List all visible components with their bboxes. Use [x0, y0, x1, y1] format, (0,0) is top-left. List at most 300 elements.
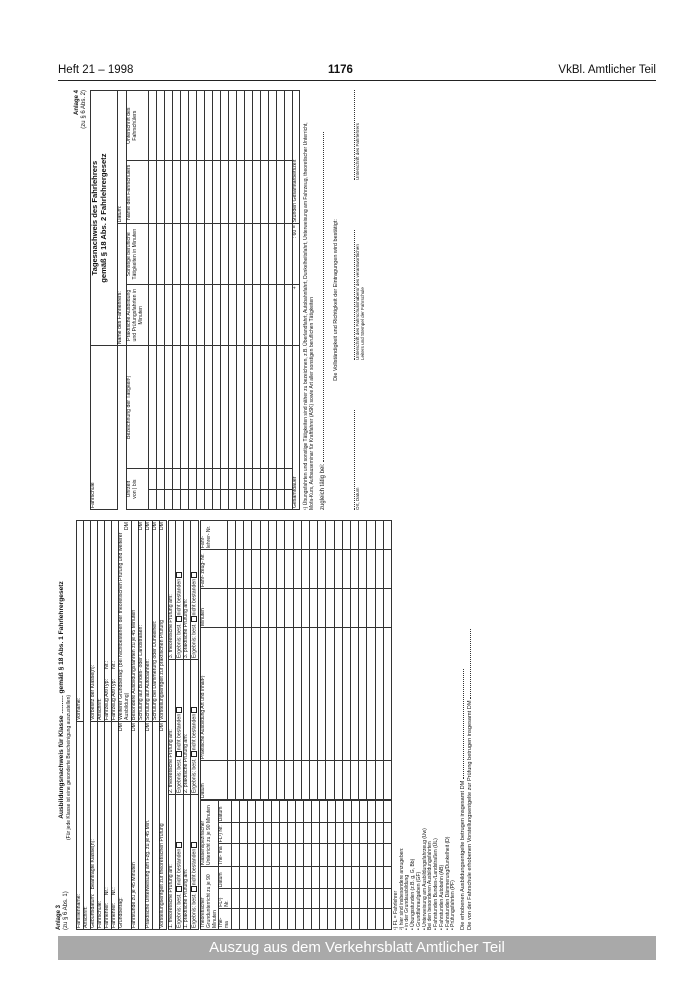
- theorie-row-cell[interactable]: [295, 801, 303, 823]
- tagesnachweis-row-cell[interactable]: [157, 161, 165, 224]
- tagesnachweis-row-cell[interactable]: [173, 161, 181, 224]
- theorie-row-cell[interactable]: [335, 801, 343, 823]
- theorie-row-cell[interactable]: [383, 844, 391, 867]
- praxis-row-cell[interactable]: [318, 761, 326, 800]
- theorie-row-cell[interactable]: [279, 866, 287, 888]
- praxis-row-cell[interactable]: [244, 521, 252, 550]
- praxis-row-cell[interactable]: [326, 589, 334, 628]
- tagesnachweis-row-cell[interactable]: [229, 91, 237, 161]
- tagesnachweis-row-cell[interactable]: [197, 161, 205, 224]
- tagesnachweis-row-cell[interactable]: [253, 469, 261, 489]
- praxis-row-cell[interactable]: [367, 521, 375, 550]
- tagesnachweis-row-cell[interactable]: [157, 469, 165, 489]
- theorie-row-cell[interactable]: [279, 844, 287, 867]
- tagesnachweis-row-cell[interactable]: [261, 346, 269, 469]
- theorie-row-cell[interactable]: [351, 889, 359, 909]
- theorie-row-cell[interactable]: [367, 801, 375, 823]
- tagesnachweis-row-cell[interactable]: [157, 224, 165, 285]
- tagesnachweis-row-cell[interactable]: [221, 346, 229, 469]
- theorie-row-cell[interactable]: [255, 866, 263, 888]
- tagesnachweis-row-cell[interactable]: [197, 285, 205, 346]
- tagesnachweis-row-cell[interactable]: [157, 346, 165, 469]
- nicht-checkbox-2[interactable]: [176, 707, 182, 713]
- tagesnachweis-row-cell[interactable]: [181, 489, 189, 509]
- theorie-row-cell[interactable]: [303, 908, 311, 929]
- theorie-row-cell[interactable]: [263, 908, 271, 929]
- theorie-row-cell[interactable]: [303, 844, 311, 867]
- tagesnachweis-row-cell[interactable]: [285, 285, 293, 346]
- theorie-row-cell[interactable]: [351, 801, 359, 823]
- praxis-row-cell[interactable]: [383, 521, 391, 550]
- praxis-row-cell[interactable]: [268, 761, 276, 800]
- theorie-row-cell[interactable]: [287, 844, 295, 867]
- theorie-row-cell[interactable]: [271, 866, 279, 888]
- tagesnachweis-row-cell[interactable]: [277, 346, 285, 469]
- theorie-row-cell[interactable]: [263, 866, 271, 888]
- tagesnachweis-row-cell[interactable]: [157, 285, 165, 346]
- tagesnachweis-row-cell[interactable]: [189, 285, 197, 346]
- praxis-row-cell[interactable]: [309, 521, 317, 550]
- theorie-row-cell[interactable]: [359, 823, 367, 844]
- praxis-row-cell[interactable]: [244, 550, 252, 589]
- best-checkbox-6[interactable]: [191, 616, 197, 622]
- tagesnachweis-row-cell[interactable]: [269, 489, 277, 509]
- tagesnachweis-row-cell[interactable]: [165, 346, 173, 469]
- praxis-row-cell[interactable]: [367, 550, 375, 589]
- theorie-row-cell[interactable]: [359, 889, 367, 909]
- praxis-row-cell[interactable]: [383, 628, 391, 761]
- tagesnachweis-row-cell[interactable]: [237, 161, 245, 224]
- theorie-row-cell[interactable]: [311, 801, 319, 823]
- theorie-row-cell[interactable]: [343, 889, 351, 909]
- best-checkbox-3[interactable]: [176, 616, 182, 622]
- theorie-row-cell[interactable]: [359, 844, 367, 867]
- theorie-row-cell[interactable]: [383, 889, 391, 909]
- praxis-row-cell[interactable]: [383, 761, 391, 800]
- tagesnachweis-row-cell[interactable]: [253, 91, 261, 161]
- praxis-row-cell[interactable]: [227, 550, 235, 589]
- theorie-row-cell[interactable]: [335, 866, 343, 888]
- praxis-row-cell[interactable]: [301, 761, 309, 800]
- praxis-row-cell[interactable]: [383, 589, 391, 628]
- tagesnachweis-row-cell[interactable]: [277, 161, 285, 224]
- theorie-row-cell[interactable]: [287, 908, 295, 929]
- tagesnachweis-row-cell[interactable]: [221, 285, 229, 346]
- tagesnachweis-row-cell[interactable]: [165, 224, 173, 285]
- nicht-checkbox-1[interactable]: [176, 842, 182, 848]
- praxis-row-cell[interactable]: [367, 628, 375, 761]
- theorie-row-cell[interactable]: [303, 889, 311, 909]
- praxis-row-cell[interactable]: [326, 628, 334, 761]
- theorie-row-cell[interactable]: [319, 889, 327, 909]
- praxis-row-cell[interactable]: [318, 550, 326, 589]
- tagesnachweis-row-cell[interactable]: [149, 346, 157, 469]
- tagesnachweis-row-cell[interactable]: [245, 346, 253, 469]
- theorie-row-cell[interactable]: [311, 844, 319, 867]
- tagesnachweis-row-cell[interactable]: [213, 91, 221, 161]
- theorie-row-cell[interactable]: [311, 908, 319, 929]
- praxis-row-cell[interactable]: [268, 628, 276, 761]
- theorie-row-cell[interactable]: [335, 823, 343, 844]
- praxis-row-cell[interactable]: [326, 521, 334, 550]
- tagesnachweis-row-cell[interactable]: [277, 91, 285, 161]
- praxis-row-cell[interactable]: [236, 589, 244, 628]
- theorie-row-cell[interactable]: [231, 801, 239, 823]
- tagesnachweis-row-cell[interactable]: [165, 489, 173, 509]
- praxis-row-cell[interactable]: [260, 521, 268, 550]
- theorie-row-cell[interactable]: [279, 908, 287, 929]
- theorie-row-cell[interactable]: [271, 889, 279, 909]
- praxis-row-cell[interactable]: [309, 628, 317, 761]
- tagesnachweis-row-cell[interactable]: [181, 91, 189, 161]
- tagesnachweis-row-cell[interactable]: [197, 91, 205, 161]
- tagesnachweis-row-cell[interactable]: [269, 469, 277, 489]
- praxis-row-cell[interactable]: [301, 550, 309, 589]
- praxis-row-cell[interactable]: [260, 589, 268, 628]
- theorie-row-cell[interactable]: [239, 889, 247, 909]
- tagesnachweis-row-cell[interactable]: [221, 91, 229, 161]
- tagesnachweis-row-cell[interactable]: [189, 346, 197, 469]
- praxis-row-cell[interactable]: [252, 521, 260, 550]
- theorie-row-cell[interactable]: [367, 844, 375, 867]
- tagesnachweis-row-cell[interactable]: [173, 469, 181, 489]
- tagesnachweis-row-cell[interactable]: [181, 285, 189, 346]
- theorie-row-cell[interactable]: [263, 801, 271, 823]
- tagesnachweis-row-cell[interactable]: [149, 489, 157, 509]
- praxis-row-cell[interactable]: [277, 761, 285, 800]
- theorie-row-cell[interactable]: [287, 801, 295, 823]
- nicht-checkbox-4[interactable]: [191, 842, 197, 848]
- theorie-row-cell[interactable]: [247, 866, 255, 888]
- praxis-row-cell[interactable]: [285, 550, 293, 589]
- theorie-row-cell[interactable]: [231, 866, 239, 888]
- praxis-row-cell[interactable]: [375, 521, 383, 550]
- theorie-row-cell[interactable]: [327, 844, 335, 867]
- theorie-row-cell[interactable]: [303, 866, 311, 888]
- tagesnachweis-row-cell[interactable]: [205, 224, 213, 285]
- tagesnachweis-row-cell[interactable]: [221, 469, 229, 489]
- theorie-row-cell[interactable]: [319, 844, 327, 867]
- tagesnachweis-row-cell[interactable]: [277, 489, 285, 509]
- praxis-row-cell[interactable]: [350, 628, 358, 761]
- theorie-row-cell[interactable]: [303, 801, 311, 823]
- praxis-row-cell[interactable]: [342, 550, 350, 589]
- tagesnachweis-row-cell[interactable]: [245, 224, 253, 285]
- tagesnachweis-row-cell[interactable]: [189, 161, 197, 224]
- tagesnachweis-row-cell[interactable]: [261, 469, 269, 489]
- praxis-row-cell[interactable]: [260, 761, 268, 800]
- best-checkbox-1[interactable]: [176, 886, 182, 892]
- theorie-row-cell[interactable]: [327, 823, 335, 844]
- theorie-row-cell[interactable]: [319, 801, 327, 823]
- tagesnachweis-row-cell[interactable]: [237, 285, 245, 346]
- praxis-row-cell[interactable]: [367, 761, 375, 800]
- theorie-row-cell[interactable]: [271, 844, 279, 867]
- tagesnachweis-row-cell[interactable]: [205, 489, 213, 509]
- theorie-row-cell[interactable]: [343, 908, 351, 929]
- theorie-row-cell[interactable]: [247, 823, 255, 844]
- praxis-row-cell[interactable]: [260, 550, 268, 589]
- theorie-row-cell[interactable]: [359, 908, 367, 929]
- tagesnachweis-row-cell[interactable]: [181, 469, 189, 489]
- praxis-row-cell[interactable]: [359, 761, 367, 800]
- theorie-row-cell[interactable]: [351, 823, 359, 844]
- theorie-row-cell[interactable]: [335, 908, 343, 929]
- tagesnachweis-row-cell[interactable]: [245, 91, 253, 161]
- theorie-row-cell[interactable]: [247, 889, 255, 909]
- praxis-row-cell[interactable]: [334, 761, 342, 800]
- tagesnachweis-row-cell[interactable]: [149, 224, 157, 285]
- theorie-row-cell[interactable]: [255, 801, 263, 823]
- praxis-row-cell[interactable]: [359, 589, 367, 628]
- theorie-row-cell[interactable]: [359, 801, 367, 823]
- theorie-row-cell[interactable]: [271, 801, 279, 823]
- tagesnachweis-row-cell[interactable]: [181, 224, 189, 285]
- tagesnachweis-row-cell[interactable]: [165, 285, 173, 346]
- tagesnachweis-row-cell[interactable]: [205, 285, 213, 346]
- praxis-row-cell[interactable]: [293, 628, 301, 761]
- theorie-row-cell[interactable]: [231, 889, 239, 909]
- theorie-row-cell[interactable]: [247, 844, 255, 867]
- theorie-row-cell[interactable]: [359, 866, 367, 888]
- tagesnachweis-row-cell[interactable]: [221, 224, 229, 285]
- praxis-row-cell[interactable]: [318, 521, 326, 550]
- praxis-row-cell[interactable]: [227, 761, 235, 800]
- tagesnachweis-row-cell[interactable]: [237, 224, 245, 285]
- theorie-row-cell[interactable]: [351, 908, 359, 929]
- theorie-row-cell[interactable]: [367, 823, 375, 844]
- tagesnachweis-row-cell[interactable]: [173, 224, 181, 285]
- tagesnachweis-row-cell[interactable]: [245, 489, 253, 509]
- theorie-row-cell[interactable]: [295, 866, 303, 888]
- tagesnachweis-row-cell[interactable]: [261, 489, 269, 509]
- tagesnachweis-row-cell[interactable]: [205, 161, 213, 224]
- theorie-row-cell[interactable]: [239, 866, 247, 888]
- tagesnachweis-row-cell[interactable]: [181, 161, 189, 224]
- praxis-row-cell[interactable]: [301, 628, 309, 761]
- theorie-row-cell[interactable]: [231, 908, 239, 929]
- theorie-row-cell[interactable]: [375, 866, 383, 888]
- tagesnachweis-row-cell[interactable]: [229, 224, 237, 285]
- tagesnachweis-row-cell[interactable]: [213, 161, 221, 224]
- tagesnachweis-row-cell[interactable]: [165, 469, 173, 489]
- theorie-row-cell[interactable]: [287, 823, 295, 844]
- nicht-checkbox-6[interactable]: [191, 572, 197, 578]
- praxis-row-cell[interactable]: [375, 628, 383, 761]
- theorie-row-cell[interactable]: [375, 823, 383, 844]
- tagesnachweis-row-cell[interactable]: [261, 91, 269, 161]
- praxis-row-cell[interactable]: [236, 628, 244, 761]
- praxis-row-cell[interactable]: [301, 589, 309, 628]
- tagesnachweis-row-cell[interactable]: [269, 161, 277, 224]
- tagesnachweis-row-cell[interactable]: [149, 469, 157, 489]
- praxis-row-cell[interactable]: [285, 761, 293, 800]
- theorie-row-cell[interactable]: [311, 866, 319, 888]
- theorie-row-cell[interactable]: [239, 908, 247, 929]
- theorie-row-cell[interactable]: [263, 844, 271, 867]
- praxis-row-cell[interactable]: [277, 628, 285, 761]
- theorie-row-cell[interactable]: [295, 908, 303, 929]
- theorie-row-cell[interactable]: [255, 908, 263, 929]
- tagesnachweis-row-cell[interactable]: [213, 469, 221, 489]
- praxis-row-cell[interactable]: [293, 521, 301, 550]
- theorie-row-cell[interactable]: [303, 823, 311, 844]
- tagesnachweis-row-cell[interactable]: [261, 161, 269, 224]
- theorie-row-cell[interactable]: [271, 823, 279, 844]
- tagesnachweis-row-cell[interactable]: [229, 346, 237, 469]
- theorie-row-cell[interactable]: [295, 823, 303, 844]
- praxis-row-cell[interactable]: [268, 589, 276, 628]
- praxis-row-cell[interactable]: [326, 761, 334, 800]
- theorie-row-cell[interactable]: [247, 801, 255, 823]
- praxis-row-cell[interactable]: [350, 521, 358, 550]
- praxis-row-cell[interactable]: [277, 589, 285, 628]
- theorie-row-cell[interactable]: [263, 823, 271, 844]
- tagesnachweis-row-cell[interactable]: [261, 285, 269, 346]
- tagesnachweis-row-cell[interactable]: [173, 285, 181, 346]
- tagesnachweis-row-cell[interactable]: [213, 346, 221, 469]
- tagesnachweis-row-cell[interactable]: [253, 161, 261, 224]
- praxis-row-cell[interactable]: [252, 589, 260, 628]
- praxis-row-cell[interactable]: [285, 521, 293, 550]
- theorie-row-cell[interactable]: [375, 889, 383, 909]
- tagesnachweis-row-cell[interactable]: [229, 285, 237, 346]
- praxis-row-cell[interactable]: [334, 589, 342, 628]
- praxis-row-cell[interactable]: [375, 589, 383, 628]
- theorie-row-cell[interactable]: [255, 844, 263, 867]
- praxis-row-cell[interactable]: [252, 550, 260, 589]
- best-checkbox-5[interactable]: [191, 751, 197, 757]
- theorie-row-cell[interactable]: [255, 823, 263, 844]
- theorie-row-cell[interactable]: [343, 866, 351, 888]
- tagesnachweis-row-cell[interactable]: [205, 346, 213, 469]
- tagesnachweis-row-cell[interactable]: [245, 469, 253, 489]
- theorie-row-cell[interactable]: [319, 908, 327, 929]
- praxis-row-cell[interactable]: [227, 589, 235, 628]
- theorie-row-cell[interactable]: [343, 801, 351, 823]
- praxis-row-cell[interactable]: [260, 628, 268, 761]
- tagesnachweis-row-cell[interactable]: [245, 285, 253, 346]
- praxis-row-cell[interactable]: [268, 550, 276, 589]
- tagesnachweis-row-cell[interactable]: [253, 346, 261, 469]
- tagesnachweis-row-cell[interactable]: [197, 224, 205, 285]
- praxis-row-cell[interactable]: [334, 521, 342, 550]
- tagesnachweis-row-cell[interactable]: [197, 346, 205, 469]
- theorie-row-cell[interactable]: [351, 866, 359, 888]
- praxis-row-cell[interactable]: [342, 589, 350, 628]
- theorie-row-cell[interactable]: [367, 889, 375, 909]
- tagesnachweis-row-cell[interactable]: [205, 469, 213, 489]
- tagesnachweis-row-cell[interactable]: [197, 469, 205, 489]
- tagesnachweis-row-cell[interactable]: [213, 285, 221, 346]
- praxis-row-cell[interactable]: [236, 761, 244, 800]
- theorie-row-cell[interactable]: [319, 823, 327, 844]
- tagesnachweis-row-cell[interactable]: [149, 161, 157, 224]
- tagesnachweis-row-cell[interactable]: [261, 224, 269, 285]
- praxis-row-cell[interactable]: [350, 761, 358, 800]
- nicht-checkbox-5[interactable]: [191, 707, 197, 713]
- tagesnachweis-row-cell[interactable]: [245, 161, 253, 224]
- tagesnachweis-row-cell[interactable]: [229, 489, 237, 509]
- praxis-row-cell[interactable]: [350, 589, 358, 628]
- tagesnachweis-row-cell[interactable]: [229, 161, 237, 224]
- praxis-row-cell[interactable]: [375, 761, 383, 800]
- praxis-row-cell[interactable]: [252, 628, 260, 761]
- praxis-row-cell[interactable]: [309, 550, 317, 589]
- theorie-row-cell[interactable]: [231, 844, 239, 867]
- theorie-row-cell[interactable]: [311, 889, 319, 909]
- praxis-row-cell[interactable]: [359, 521, 367, 550]
- theorie-row-cell[interactable]: [327, 889, 335, 909]
- tagesnachweis-row-cell[interactable]: [189, 469, 197, 489]
- praxis-row-cell[interactable]: [268, 521, 276, 550]
- tagesnachweis-row-cell[interactable]: [205, 91, 213, 161]
- theorie-row-cell[interactable]: [279, 889, 287, 909]
- tagesnachweis-row-cell[interactable]: [213, 224, 221, 285]
- theorie-row-cell[interactable]: [231, 823, 239, 844]
- tagesnachweis-row-cell[interactable]: [165, 161, 173, 224]
- tagesnachweis-row-cell[interactable]: [181, 346, 189, 469]
- praxis-row-cell[interactable]: [309, 761, 317, 800]
- praxis-row-cell[interactable]: [342, 628, 350, 761]
- tagesnachweis-row-cell[interactable]: [285, 91, 293, 161]
- theorie-row-cell[interactable]: [295, 844, 303, 867]
- praxis-row-cell[interactable]: [383, 550, 391, 589]
- best-checkbox-2[interactable]: [176, 751, 182, 757]
- theorie-row-cell[interactable]: [367, 866, 375, 888]
- praxis-row-cell[interactable]: [244, 628, 252, 761]
- praxis-row-cell[interactable]: [350, 550, 358, 589]
- praxis-row-cell[interactable]: [318, 628, 326, 761]
- tagesnachweis-row-cell[interactable]: [253, 224, 261, 285]
- theorie-row-cell[interactable]: [367, 908, 375, 929]
- praxis-row-cell[interactable]: [277, 550, 285, 589]
- tagesnachweis-row-cell[interactable]: [269, 346, 277, 469]
- tagesnachweis-row-cell[interactable]: [197, 489, 205, 509]
- tagesnachweis-row-cell[interactable]: [237, 346, 245, 469]
- theorie-row-cell[interactable]: [343, 844, 351, 867]
- praxis-row-cell[interactable]: [236, 521, 244, 550]
- theorie-row-cell[interactable]: [287, 889, 295, 909]
- praxis-row-cell[interactable]: [285, 589, 293, 628]
- theorie-row-cell[interactable]: [295, 889, 303, 909]
- tagesnachweis-row-cell[interactable]: [173, 91, 181, 161]
- praxis-row-cell[interactable]: [342, 521, 350, 550]
- theorie-row-cell[interactable]: [319, 866, 327, 888]
- tagesnachweis-row-cell[interactable]: [189, 489, 197, 509]
- theorie-row-cell[interactable]: [263, 889, 271, 909]
- theorie-row-cell[interactable]: [335, 844, 343, 867]
- theorie-row-cell[interactable]: [375, 801, 383, 823]
- praxis-row-cell[interactable]: [334, 628, 342, 761]
- praxis-row-cell[interactable]: [367, 589, 375, 628]
- tagesnachweis-row-cell[interactable]: [157, 489, 165, 509]
- praxis-row-cell[interactable]: [227, 521, 235, 550]
- tagesnachweis-row-cell[interactable]: [269, 285, 277, 346]
- tagesnachweis-row-cell[interactable]: [189, 91, 197, 161]
- tagesnachweis-row-cell[interactable]: [237, 489, 245, 509]
- praxis-row-cell[interactable]: [252, 761, 260, 800]
- praxis-row-cell[interactable]: [342, 761, 350, 800]
- praxis-row-cell[interactable]: [293, 761, 301, 800]
- praxis-row-cell[interactable]: [244, 589, 252, 628]
- tagesnachweis-row-cell[interactable]: [277, 469, 285, 489]
- praxis-row-cell[interactable]: [236, 550, 244, 589]
- praxis-row-cell[interactable]: [293, 550, 301, 589]
- theorie-row-cell[interactable]: [327, 801, 335, 823]
- theorie-row-cell[interactable]: [383, 908, 391, 929]
- theorie-row-cell[interactable]: [375, 908, 383, 929]
